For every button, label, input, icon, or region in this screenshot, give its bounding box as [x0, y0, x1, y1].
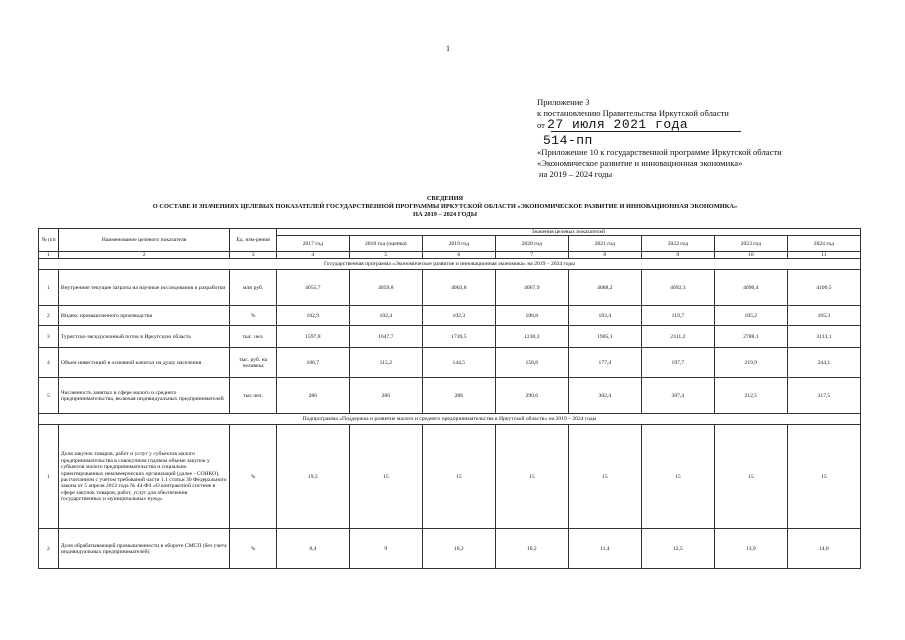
column-index: 8 — [568, 252, 641, 259]
heading-line-3: НА 2019 – 2024 ГОДЫ — [413, 211, 477, 218]
table-row — [39, 326, 861, 348]
header-values: Значения целевых показателей — [276, 229, 860, 236]
row-indicator-name: Туристско-экскурсионный поток в Иркутскую область — [58, 326, 229, 348]
row-value: 102,4 — [349, 306, 422, 326]
row-indicator-name: Внутренние текущие затраты на научные исследования и разработки — [58, 270, 229, 306]
row-value: 4063,8 — [422, 270, 495, 306]
row-value: 286 — [422, 378, 495, 414]
row-unit: тыс.чел. — [230, 378, 276, 414]
row-value: 115,2 — [349, 348, 422, 378]
section-title-program: Государственная программа «Экономическое развитие и инновационная экономика» на 2019 – 2024 годы — [39, 259, 861, 270]
header-number: № п/п — [39, 229, 59, 252]
row-unit: % — [230, 306, 276, 326]
header-name: Наименование целевого показателя — [58, 229, 229, 252]
section-row-subprogram — [39, 414, 861, 425]
column-index: 2 — [58, 252, 229, 259]
column-index: 6 — [422, 252, 495, 259]
column-index: 11 — [787, 252, 860, 259]
appendix-date: 27 июля 2021 года — [547, 117, 689, 132]
appendix-decree: к постановлению Правительства Иркутской области — [537, 108, 729, 118]
header-year: 2020 год — [495, 236, 568, 252]
row-value: 1230,3 — [495, 326, 568, 348]
row-value: 119,7 — [641, 306, 714, 326]
table-row — [39, 306, 861, 326]
row-value: 19,3 — [276, 425, 349, 529]
row-value: 108,8 — [495, 306, 568, 326]
row-value: 302,4 — [568, 378, 641, 414]
row-number: 2 — [39, 529, 59, 569]
row-value: 290,6 — [495, 378, 568, 414]
page-number: 1 — [446, 44, 450, 53]
table-row — [39, 270, 861, 306]
header-year: 2023 год — [714, 236, 787, 252]
row-value: 286 — [349, 378, 422, 414]
appendix-program-years: на 2019 – 2024 годы — [539, 169, 613, 179]
row-value: 15 — [568, 425, 641, 529]
column-index: 4 — [276, 252, 349, 259]
section-title-subprogram: Подпрограмма «Поддержка и развитие малого и среднего предпринимательства в Иркутской области» на 2019 – 2024 годы — [39, 414, 861, 425]
row-value: 15 — [422, 425, 495, 529]
row-value: 103,4 — [568, 306, 641, 326]
row-value: 219,9 — [714, 348, 787, 378]
column-index: 3 — [230, 252, 276, 259]
row-unit: тыс. руб. на человека — [230, 348, 276, 378]
appendix-title: Приложение 3 — [537, 97, 590, 107]
row-value: 2311,2 — [641, 326, 714, 348]
header-year: 2019 год — [422, 236, 495, 252]
appendix-from-prefix: от — [537, 120, 545, 130]
header-row-1 — [39, 229, 861, 236]
row-value: 12,5 — [641, 529, 714, 569]
row-indicator-name: Численность занятых в сфере малого и среднего предпринимательства, включая индивидуальных предпринимателей — [58, 378, 229, 414]
indicators-table — [38, 228, 861, 569]
row-value: 4088,2 — [568, 270, 641, 306]
appendix-number-line — [537, 135, 877, 147]
section-row-program — [39, 259, 861, 270]
row-value: 13,9 — [714, 529, 787, 569]
row-value: 4100,5 — [787, 270, 860, 306]
column-index: 9 — [641, 252, 714, 259]
appendix-date-line — [537, 119, 877, 133]
row-value: 4055,7 — [276, 270, 349, 306]
table-row — [39, 529, 861, 569]
column-index-row — [39, 252, 861, 259]
appendix-number: 514-пп — [543, 133, 593, 148]
row-value: 105,3 — [787, 306, 860, 326]
header-year: 2021 год — [568, 236, 641, 252]
appendix-block — [537, 97, 877, 180]
row-value: 2788,1 — [714, 326, 787, 348]
document-heading — [30, 195, 860, 219]
column-index: 5 — [349, 252, 422, 259]
row-indicator-name: Объем инвестиций в основной капитал на душу населения — [58, 348, 229, 378]
row-value: 4067,9 — [495, 270, 568, 306]
row-value: 4092,3 — [641, 270, 714, 306]
row-unit: тыс. чел. — [230, 326, 276, 348]
row-value: 9 — [349, 529, 422, 569]
row-value: 307,4 — [641, 378, 714, 414]
row-value: 11,4 — [568, 529, 641, 569]
column-index: 7 — [495, 252, 568, 259]
row-value: 1739,5 — [422, 326, 495, 348]
row-indicator-name: Доля обрабатывающей промышленности в обороте СМСП (без учета индивидуальных предпринимателей) — [58, 529, 229, 569]
row-number: 3 — [39, 326, 59, 348]
row-number: 2 — [39, 306, 59, 326]
table-row — [39, 425, 861, 529]
row-value: 8,4 — [276, 529, 349, 569]
row-value: 4059,8 — [349, 270, 422, 306]
row-value: 15 — [714, 425, 787, 529]
row-value: 244,1 — [787, 348, 860, 378]
row-value: 105,2 — [714, 306, 787, 326]
heading-line-2: О СОСТАВЕ И ЗНАЧЕНИЯХ ЦЕЛЕВЫХ ПОКАЗАТЕЛЕЙ ГОСУДАРСТВЕННОЙ ПРОГРАММЫ ИРКУТСКОЙ ОБЛАСТИ «ЭКОНОМИЧЕСКОЕ РАЗВИТИЕ И ИННОВАЦИОННАЯ ЭКОНОМИКА» — [152, 203, 738, 210]
row-value: 317,5 — [787, 378, 860, 414]
row-value: 158,8 — [495, 348, 568, 378]
table-row — [39, 378, 861, 414]
row-indicator-name: Индекс промышленного производства — [58, 306, 229, 326]
row-value: 14,8 — [787, 529, 860, 569]
row-value: 15 — [349, 425, 422, 529]
heading-line-1: СВЕДЕНИЯ — [426, 195, 464, 202]
row-value: 15 — [495, 425, 568, 529]
row-value: 106,7 — [276, 348, 349, 378]
row-value: 197,7 — [641, 348, 714, 378]
row-number: 1 — [39, 425, 59, 529]
row-unit: млн руб. — [230, 270, 276, 306]
header-year: 2017 год — [276, 236, 349, 252]
header-year: 2022 год — [641, 236, 714, 252]
row-unit: % — [230, 529, 276, 569]
column-index: 10 — [714, 252, 787, 259]
table-row — [39, 348, 861, 378]
date-underline — [551, 131, 741, 132]
appendix-program-line: «Приложение 10 к государственной программе Иркутской области — [537, 147, 782, 157]
row-value: 1597,8 — [276, 326, 349, 348]
row-unit: % — [230, 425, 276, 529]
row-value: 15 — [787, 425, 860, 529]
row-value: 1905,1 — [568, 326, 641, 348]
row-value: 144,5 — [422, 348, 495, 378]
row-indicator-name: Доля закупок товаров, работ и услуг у субъектов малого предпринимательства в совокупном годовом объеме закупок у субъектов малого предпринимательства и социально ориентированных некоммерческих организаций (далее - СОНКО), рассчитанном с учетом требований части 1.1 статьи 30 Федерального закона от 5 апреля 2013 года № 44-ФЗ «О контрактной системе в сфере закупок товаров, работ, услуг для обеспечения государственных и муниципальных нужд» — [58, 425, 229, 529]
row-value: 312,5 — [714, 378, 787, 414]
row-value: 102,9 — [276, 306, 349, 326]
column-index: 1 — [39, 252, 59, 259]
row-value: 1647,7 — [349, 326, 422, 348]
row-value: 10,2 — [495, 529, 568, 569]
row-value: 10,2 — [422, 529, 495, 569]
header-unit: Ед. изм-рения — [230, 229, 276, 252]
header-year: 2018 год (оценка) — [349, 236, 422, 252]
row-value: 3113,1 — [787, 326, 860, 348]
row-value: 102,3 — [422, 306, 495, 326]
row-value: 15 — [641, 425, 714, 529]
row-value: 177,4 — [568, 348, 641, 378]
row-number: 1 — [39, 270, 59, 306]
header-year: 2024 год — [787, 236, 860, 252]
row-number: 5 — [39, 378, 59, 414]
row-value: 4096,4 — [714, 270, 787, 306]
appendix-program-name: «Экономическое развитие и инновационная экономика» — [537, 158, 743, 168]
row-number: 4 — [39, 348, 59, 378]
row-value: 286 — [276, 378, 349, 414]
